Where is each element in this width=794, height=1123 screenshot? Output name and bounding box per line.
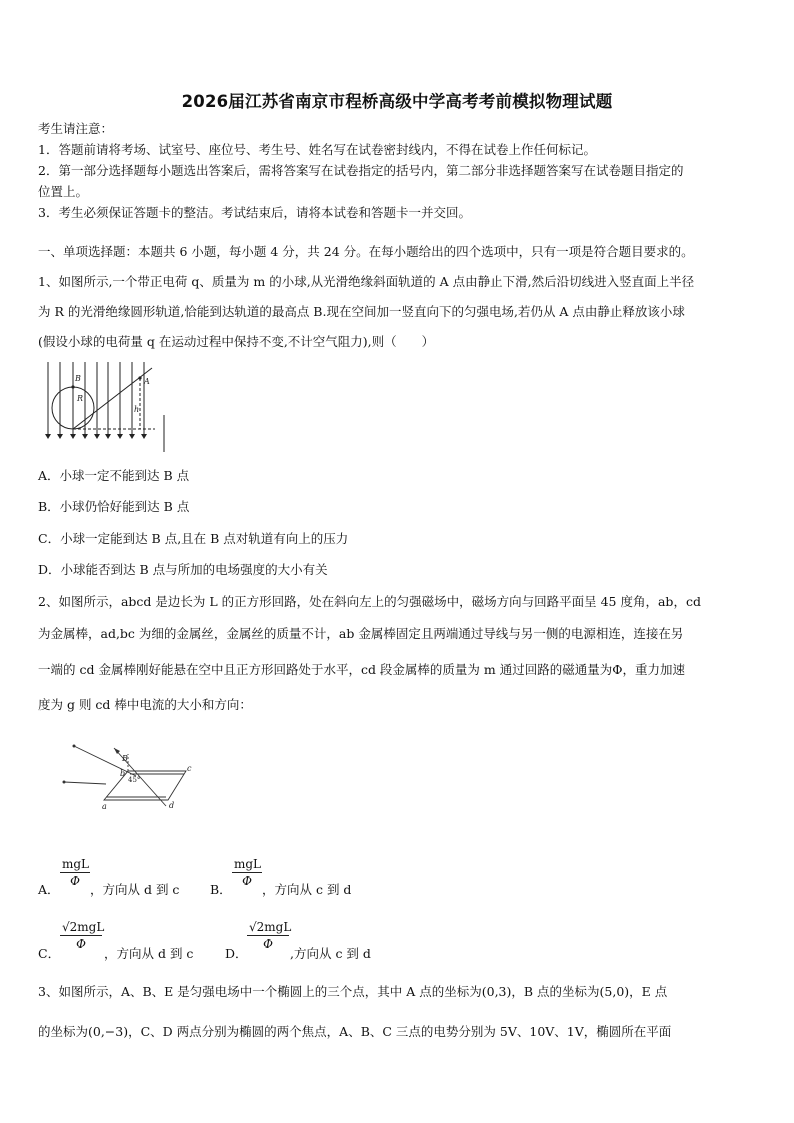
figure-label-a: a [102, 802, 107, 811]
question-2-text: 为金属棒，ad,bc 为细的金属丝，金属丝的质量不计，ab 金属棒固定且两端通过导线与另一侧的电源相连，连接在另 [38, 626, 684, 641]
question-1-text: 1、如图所示,一个带正电荷 q、质量为 m 的小球,从光滑绝缘斜面轨道的 A 点由静止下滑,然后沿切线进入竖直面上半径 [38, 274, 695, 289]
question-2-option-b-letter: B． [210, 882, 232, 897]
figure-label-R: R [77, 394, 84, 403]
fraction-numerator: √2mgL [62, 920, 105, 934]
question-1-option-d: D．小球能否到达 B 点与所加的电场强度的大小有关 [38, 562, 328, 577]
question-2-text: 2、如图所示，abcd 是边长为 L 的正方形回路，处在斜向左上的匀强磁场中，磁场方向与回路平面呈 45 度角，ab，cd [38, 594, 701, 609]
fraction-numerator: √2mgL [249, 920, 292, 934]
question-2-text: 一端的 cd 金属棒刚好能悬在空中且正方形回路处于水平，cd 段金属棒的质量为 m 通过回路的磁通量为Φ，重力加速 [38, 662, 685, 677]
question-1-figure [40, 360, 170, 455]
question-1-option-c: C．小球一定能到达 B 点,且在 B 点对轨道有向上的压力 [38, 531, 349, 546]
figure-label-d: d [169, 801, 175, 810]
question-3-text: 3、如图所示，A、B、E 是匀强电场中一个椭圆上的三个点，其中 A 点的坐标为(0,3)，B 点的坐标为(5,0)，E 点 [38, 984, 668, 999]
figure-label-B: B [122, 754, 128, 763]
figure-label-h: h [134, 405, 140, 414]
question-1-option-a: A．小球一定不能到达 B 点 [38, 468, 190, 483]
question-2-option-c-text: ，方向从 d 到 c [104, 946, 194, 961]
question-2-option-c-letter: C． [38, 946, 61, 961]
notice-item: 位置上。 [38, 184, 89, 199]
question-2-option-b-text: ，方向从 c 到 d [262, 882, 352, 897]
fraction-denominator: Φ [70, 874, 80, 888]
fraction-numerator: mgL [234, 857, 262, 871]
section-heading: 一、单项选择题：本题共 6 小题，每小题 4 分，共 24 分。在每小题给出的四个选项中，只有一项是符合题目要求的。 [38, 244, 694, 259]
notice-item: 3．考生必须保证答题卡的整洁。考试结束后，请将本试卷和答题卡一并交回。 [38, 205, 471, 220]
fraction-denominator: Φ [263, 937, 273, 951]
question-2-option-a-letter: A． [38, 882, 60, 897]
figure-label-B: B [75, 374, 81, 383]
question-3-text: 的坐标为(0,−3)，C、D 两点分别为椭圆的两个焦点，A、B、C 三点的电势分别为 5V、10V、1V，椭圆所在平面 [38, 1024, 672, 1039]
fraction-denominator: Φ [242, 874, 252, 888]
question-2-option-c-fraction [60, 920, 105, 951]
question-1-text: (假设小球的电荷量 q 在运动过程中保持不变,不计空气阻力),则（ ） [38, 334, 435, 349]
question-2-option-a-text: ，方向从 d 到 c [90, 882, 180, 897]
question-2-option-d-letter: D． [225, 946, 248, 961]
fraction-denominator: Φ [76, 937, 86, 951]
question-2-option-a-fraction [60, 857, 90, 888]
figure-label-A: A [144, 377, 150, 386]
figure-label-angle: 45° [128, 776, 141, 784]
notice-item: 1．答题前请将考场、试室号、座位号、考生号、姓名写在试卷密封线内，不得在试卷上作任何标记。 [38, 142, 596, 157]
question-2-option-d-fraction [247, 920, 292, 951]
figure-label-c: c [187, 764, 192, 773]
notice-item: 2．第一部分选择题每小题选出答案后，需将答案写在试卷指定的括号内，第二部分非选择题答案写在试卷题目指定的 [38, 163, 684, 178]
question-1-option-b: B．小球仍恰好能到达 B 点 [38, 499, 190, 514]
fraction-numerator: mgL [62, 857, 90, 871]
page-title: 2026届江苏省南京市程桥高级中学高考考前模拟物理试题 [181, 92, 613, 111]
question-2-option-d-text: ,方向从 c 到 d [290, 946, 371, 961]
figure-label-b: b [120, 769, 126, 778]
question-2-option-b-fraction [232, 857, 262, 888]
question-2-figure [56, 724, 206, 819]
question-1-text: 为 R 的光滑绝缘圆形轨道,恰能到达轨道的最高点 B.现在空间加一竖直向下的匀强电场,若仍从 A 点由静止释放该小球 [38, 304, 685, 319]
question-2-text: 度为 g 则 cd 棒中电流的大小和方向： [38, 697, 252, 712]
notice-heading: 考生请注意： [38, 121, 114, 136]
